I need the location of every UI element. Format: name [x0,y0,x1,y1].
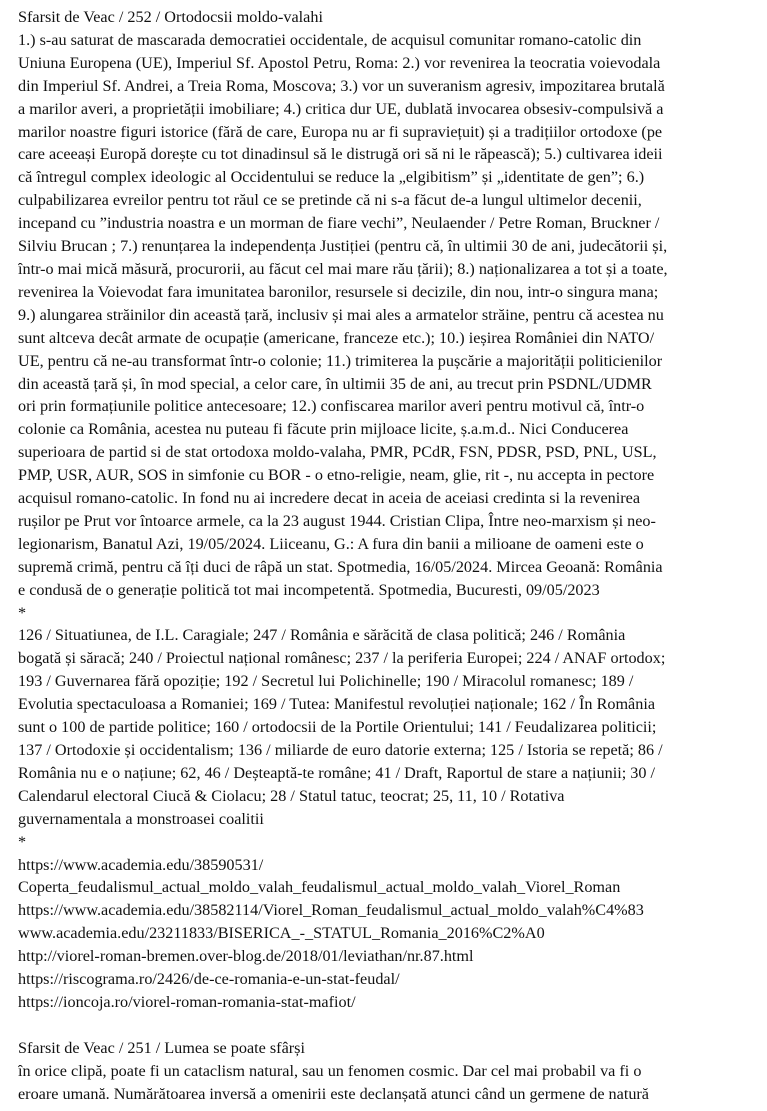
related-line: Evolutia spectaculoasa a Romaniei; 169 / Tutea: Manifestul revoluției naționale; 162 / În România [18,695,656,714]
text-line: UE, pentru că ne-au transformat într-o colonie; 11.) trimiterea la pușcărie a majorității politicienilor [18,351,663,370]
separator-asterisk: * [18,603,27,622]
text-line: marilor noastre figuri istorice (fără de care, Europa nu ar fi supraviețuit) și a tradițiilor ortodoxe (pe [18,122,663,141]
related-line: 137 / Ortodoxie și occidentalism; 136 / miliarde de euro datorie externa; 125 / Istoria se repetă; 86 / [18,741,663,759]
article-body [18,29,758,602]
text-line: Uniuna Europena (UE), Imperiul Sf. Apostol Petru, Roma: 2.) vor revenirea la teocratia voievodala [18,53,661,72]
text-line: superioara de partid si de stat ortodoxa moldo-valaha, PMR, PCdR, FSN, PDSR, PSD, PNL, USL, [18,443,657,462]
reference-link[interactable]: www.academia.edu/23211833/BISERICA_-_STATUL_Romania_2016%C2%A0 [18,924,545,943]
related-articles [18,624,758,830]
text-line: revenirea la Voievodat fara imunitatea baronilor, resursele si decizile, din nou, intr-o singura mana; [18,282,659,301]
text-line: din această țară și, în mod special, a celor care, în ultimii 35 de ani, au trecut prin PSDNL/UDMR [18,374,652,393]
reference-link[interactable]: http://viorel-roman-bremen.over-blog.de/2018/01/leviathan/nr.87.html [18,947,474,966]
related-line: România nu e o națiune; 62, 46 / Deșteaptă-te române; 41 / Draft, Raportul de stare a națiunii; 30 / [18,763,655,782]
document-page [18,6,758,1105]
reference-link[interactable]: https://www.academia.edu/38582114/Viorel_Roman_feudalismul_actual_moldo_valah%C4%83 [18,901,644,920]
text-line: în orice clipă, poate fi un cataclism natural, sau un fenomen cosmic. Dar cel mai probabil va fi o [18,1061,642,1080]
reference-link[interactable]: https://www.academia.edu/38590531/ [18,855,264,874]
article-title: Sfarsit de Veac / 252 / Ortodocsii moldo-valahi [18,8,323,26]
text-line: 1.) s-au saturat de mascarada democratiei occidentale, de acquisul comunitar romano-catolic din [18,30,642,49]
text-line: colonie ca România, acestea nu puteau fi făcute prin mijloace licite, ș.a.m.d.. Nici Conducerea [18,420,629,439]
article-body [18,1060,758,1106]
text-line: din Imperiul Sf. Andrei, a Treia Roma, Moscova; 3.) vor un suveranism agresiv, impozitarea brutală [18,76,665,95]
separator-asterisk: * [18,832,27,851]
text-line: ori prin formațiunile politice antecesoare; 12.) confiscarea marilor averi pentru motivul că, într-o [18,397,645,416]
text-line: acquisul romano-catolic. In fond nu ai incredere decat in aceia de aceiasi credinta si la revenirea [18,489,641,508]
related-line: 193 / Guvernarea fără opoziție; 192 / Secretul lui Polichinelle; 190 / Miracolul romanesc; 189 / [18,672,634,691]
article-252 [18,6,758,1014]
text-line: PMP, USR, AUR, SOS in simfonie cu BOR - o etno-religie, neam, glie, rit -, nu accepta in pectore [18,466,655,485]
article-title: Sfarsit de Veac / 251 / Lumea se poate sfârși [18,1038,305,1057]
article-251 [18,1037,758,1106]
text-line: supremă crimă, pentru că îți duci de râpă un stat. Spotmedia, 16/05/2024. Mircea Geoană: România [18,557,663,576]
text-line: sunt altceva decât armate de ocupație (americane, franceze etc.); 10.) ieșirea României din NATO/ [18,328,655,347]
text-line: Silviu Brucan ; 7.) renunțarea la independența Justiției (pentru că, în ultimii 30 de ani, judecătorii și, [18,237,668,256]
text-line: eroare umană. Numărătoarea inversă a omenirii este declanșată atunci când un germene de natură [18,1084,649,1103]
related-line: guvernamentala a monstroasei coalitii [18,809,264,828]
reference-link[interactable]: https://ioncoja.ro/viorel-roman-romania-stat-mafiot/ [18,992,356,1011]
text-line: legionarism, Banatul Azi, 19/05/2024. Liiceanu, G.: A fura din banii a milioane de oameni este o [18,534,644,553]
text-line: rușilor pe Prut vor întoarce armele, ca la 23 august 1944. Cristian Clipa, Între neo-marxism și neo- [18,511,656,530]
text-line: 9.) alungarea străinilor din această țară, inclusiv și mai ales a armatelor străine, pentru că acestea nu [18,305,664,324]
text-line: într-o mai mică măsură, procurorii, au făcut cel mai mare rău țării); 8.) naționalizarea a tot și a toate, [18,259,668,278]
related-line: bogată și săracă; 240 / Proiectul național românesc; 237 / la periferia Europei; 224 / ANAF ortodox; [18,649,666,668]
text-line: care aceeași Europă dorește cu tot dinadinsul să le distrugă ori să ni le răpească); 5.) cultivarea ideii [18,145,663,164]
text-line: a marilor averi, a proprietății imobiliare; 4.) critica dur UE, dublată invocarea obsesiv-compulsivă a [18,99,664,118]
reference-links [18,854,758,1014]
reference-link[interactable]: Coperta_feudalismul_actual_moldo_valah_feudalismul_actual_moldo_valah_Viorel_Roman [18,878,621,897]
text-line: culpabilizarea evreilor pentru tot răul ce se pretinde că ni s-a făcut de-a lungul ultimelor decenii, [18,191,642,210]
related-line: Calendarul electoral Ciucă & Ciolacu; 28 / Statul tatuc, teocrat; 25, 11, 10 / Rotativa [18,786,565,805]
related-line: sunt o 100 de partide politice; 160 / ortodocsii de la Portile Orientului; 141 / Feudalizarea politicii; [18,718,657,737]
reference-link[interactable]: https://riscograma.ro/2426/de-ce-romania-e-un-stat-feudal/ [18,970,400,989]
text-line: e condusă de o generație politică tot mai incompetentă. Spotmedia, Bucuresti, 09/05/2023 [18,580,600,599]
related-line: 126 / Situatiunea, de I.L. Caragiale; 247 / România e sărăcită de clasa politică; 246 / România [18,626,626,645]
text-line: că întregul complex ideologic al Occidentului se reduce la „elgibitism” și „identitate de gen”; 6.) [18,168,645,187]
spacer [18,1014,758,1037]
text-line: incepand cu ”industria noastra e un morman de fiare vechi”, Neulaender / Petre Roman, Bruckner / [18,214,660,233]
